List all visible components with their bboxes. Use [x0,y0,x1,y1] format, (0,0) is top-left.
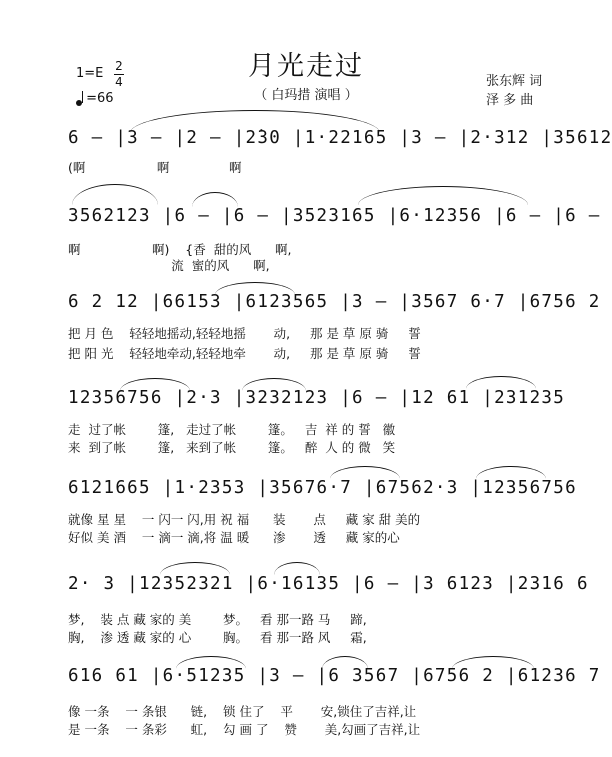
lyric-line-6b: 胸, 渗 透 藏 家的 心 胸。 看 那一路 风 霜, [68,630,367,645]
lyric-line-3b: 把 阳 光 轻轻地牵动,轻轻地牵 动, 那 是 草 原 骑 誓 [68,346,421,361]
lyric-line-3a: 把 月 色 轻轻地摇动,轻轻地摇 动, 那 是 草 原 骑 誓 [68,326,421,341]
lyric-line-5b: 好似 美 酒 一 滴一 滴,将 温 暖 渗 透 藏 家的心 [68,530,400,545]
notation-line-5: 6121665 |1·2353 |35676·7 |67562·3 |12356756 [68,478,577,498]
time-signature-top: 2 [115,59,123,73]
song-title: 月光走过 [248,51,364,82]
slur [358,186,528,205]
lyric-line-2a: 啊 啊) {香 甜的风 啊, [68,242,292,257]
tempo-marking [76,91,114,106]
notation-line-2: 3562123 |6 – |6 – |3523165 |6·12356 |6 – |6 – [68,206,601,226]
lyric-line-6a: 梦, 装 点 藏 家的 美 梦。 看 那一路 马 蹄, [68,612,367,627]
lyric-line-7b: 是 一条 一 条彩 虹, 勾 画 了 赞 美,勾画了吉祥,让 [68,722,421,737]
singer-credit: （ 白玛措 演唱 ） [254,88,358,103]
notation-line-6: 2· 3 |12352321 |6·16135 |6 – |3 6123 |2316 6 [68,574,589,594]
lyric-line-4a: 走 过了帐 篷, 走过了帐 篷。 吉 祥 的 誓 徽 [68,422,396,437]
lyric-line-7a: 像 一条 一 条银 链, 锁 住了 平 安,锁住了吉祥,让 [68,704,417,719]
slur [192,192,238,207]
key-signature: 1=E [76,66,104,81]
lyric-line-2b: 流 蜜的风 啊, [68,258,270,273]
slur [72,184,158,205]
notation-line-1: 6 – |3 – |2 – |2̇30 |1·22165 |3 – |2·312 |35612 [68,128,612,148]
credits [486,72,542,110]
lyricist: 张东辉 词 [486,74,543,89]
quarter-note-icon [76,100,82,106]
time-signature-bottom: 4 [115,75,123,89]
notation-line-7: 616 61 |6·51235 |3 – |6 3567 |6756 2 |61236 7 [68,666,601,686]
lyric-line-5a: 就像 星 星 一 闪一 闪,用 祝 福 装 点 藏 家 甜 美的 [68,512,421,527]
composer: 泽 多 曲 [486,93,534,108]
notation-line-4: 12356756 |2·3 |3232123 |6 – |12 61 |231235 [68,388,566,408]
lyric-line-1: (啊 啊 啊 [68,160,242,175]
time-signature [114,60,124,89]
tempo-value: =66 [86,91,114,106]
lyric-line-4b: 来 到了帐 篷, 来到了帐 篷。 醉 人 的 微 笑 [68,440,396,455]
notation-line-3: 6 2 12 |66153 |6123565 |3 – |3567 6·7 |6756 2 [68,292,601,312]
